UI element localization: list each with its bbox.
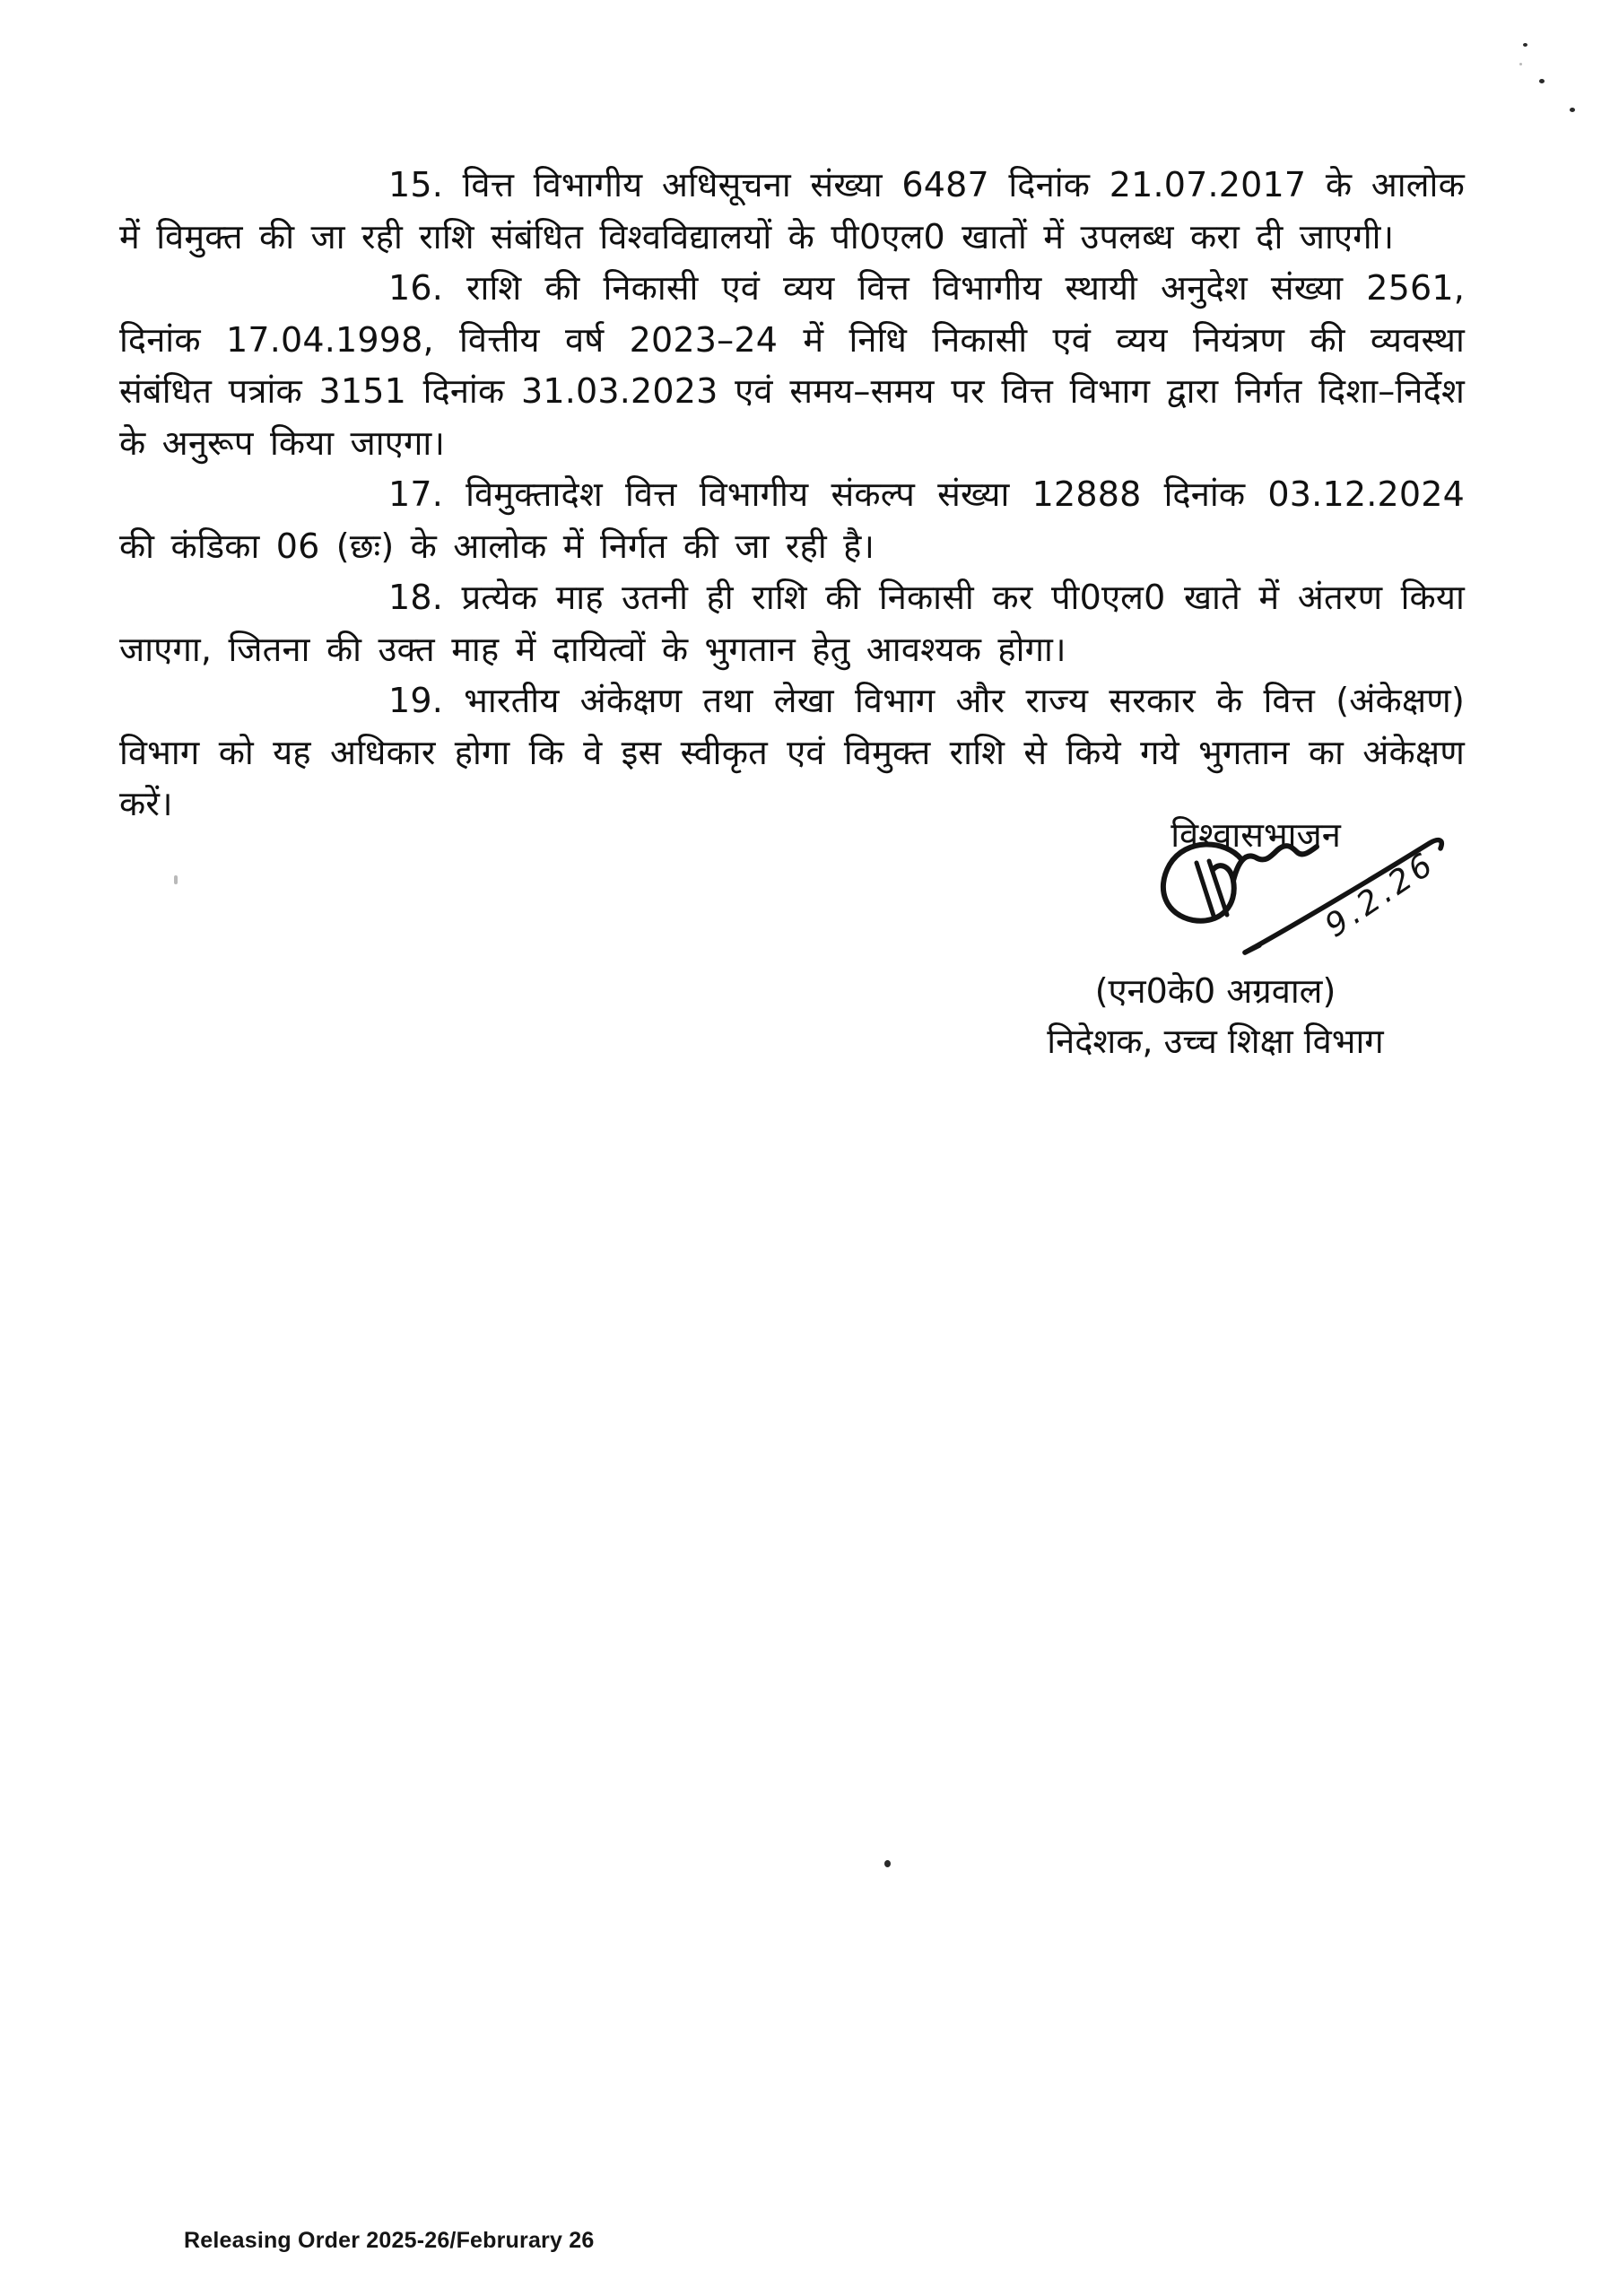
signatory-name: (एन0के0 अग्रवाल) xyxy=(1094,971,1336,1011)
scan-artifact-dot xyxy=(174,875,178,884)
footer-note: Releasing Order 2025-26/Februrary 26 xyxy=(184,2228,595,2253)
signatory-title: निदेशक, उच्च शिक्षा विभाग xyxy=(1047,1022,1384,1061)
scan-artifact-dot xyxy=(1523,43,1527,47)
scan-artifact-dot xyxy=(1539,79,1545,83)
signature-date: 9.2.26 xyxy=(1318,845,1442,945)
paragraph-18: 18. प्रत्येक माह उतनी ही राशि की निकासी कर पी0एल0 खाते में अंतरण किया जाएगा, जितना की उक्त माह में दायित्वों के भुगतान हेतु आवश्यक होगा। xyxy=(119,578,1465,669)
paragraph-16: 16. राशि की निकासी एवं व्यय वित्त विभागीय स्थायी अनुदेश संख्या 2561, दिनांक 17.04.1998, वित्तीय वर्ष 2023–24 में निधि निकासी एवं व्यय नियंत्रण की व्यवस्था संबंधित पत्रांक 3151 दिनांक 31.03.2023 एवं समय–समय पर वित्त विभाग द्वारा निर्गत दिशा–निर्देश के अनुरूप किया जाएगा। xyxy=(119,268,1465,463)
paragraph-17: 17. विमुक्तादेश वित्त विभागीय संकल्प संख्या 12888 दिनांक 03.12.2024 की कंडिका 06 (छः) के आलोक में निर्गत की जा रही है। xyxy=(119,474,1465,566)
salutation: विश्वासभाजन xyxy=(1171,815,1341,855)
paragraph-15: 15. वित्त विभागीय अधिसूचना संख्या 6487 दिनांक 21.07.2017 के आलोक में विमुक्त की जा रही राशि संबंधित विश्वविद्यालयों के पी0एल0 खातों में उपलब्ध करा दी जाएगी। xyxy=(119,165,1465,257)
scan-artifact-dot xyxy=(1519,63,1522,65)
paragraph-19: 19. भारतीय अंकेक्षण तथा लेखा विभाग और राज्य सरकार के वित्त (अंकेक्षण) विभाग को यह अधिकार होगा कि वे इस स्वीकृत एवं विमुक्त राशि से किये गये भुगतान का अंकेक्षण करें। xyxy=(119,681,1465,823)
scan-artifact-dot xyxy=(884,1860,891,1867)
scan-artifact-dot xyxy=(1570,108,1575,112)
document-body xyxy=(119,160,1465,831)
handwritten-signature xyxy=(1155,823,1471,974)
